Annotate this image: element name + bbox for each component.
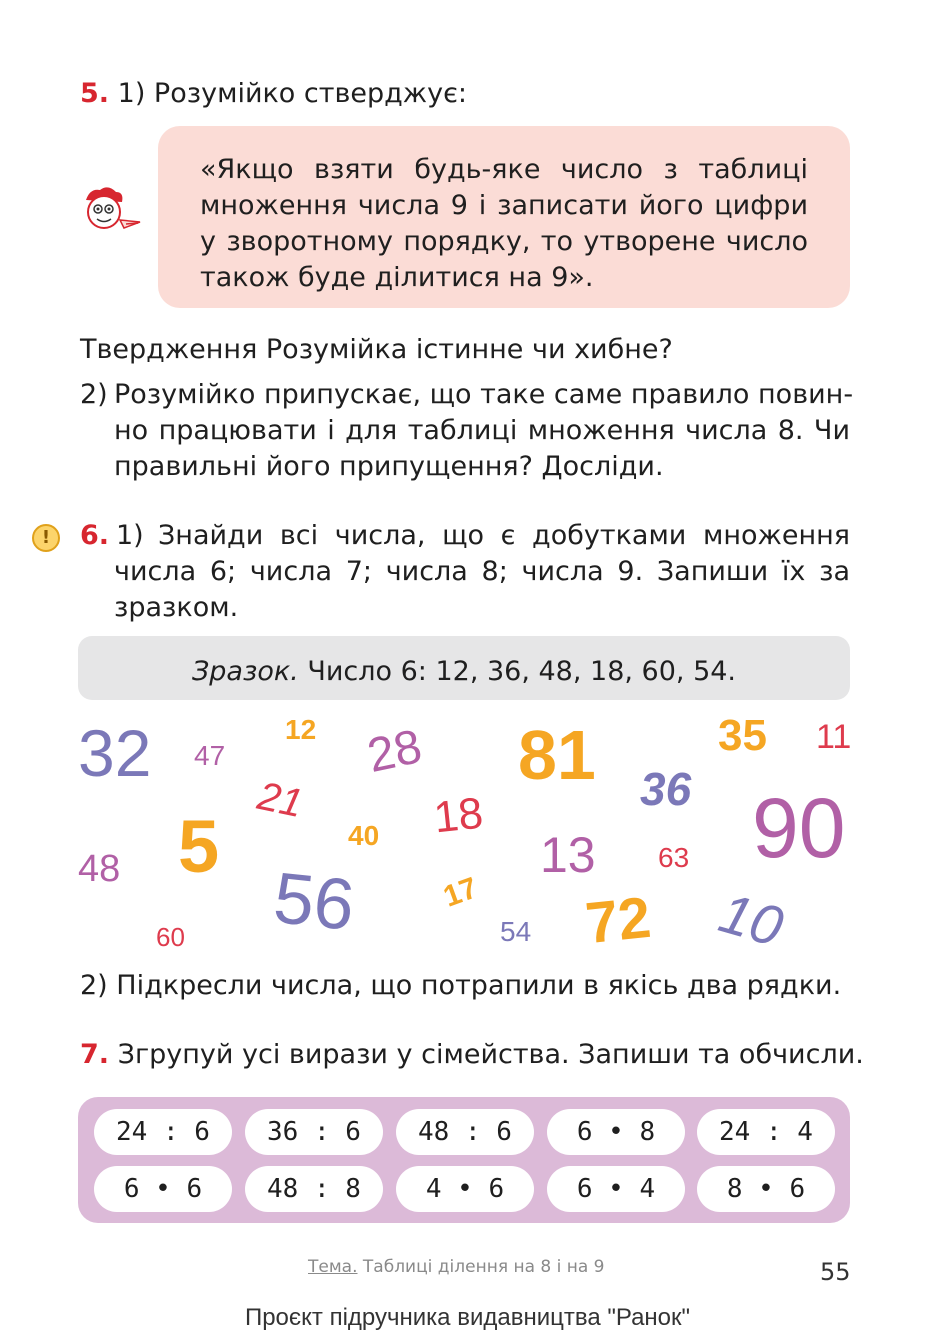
task7-text: Згрупуй усі вирази у сімейства. Запиши та обчисли. bbox=[117, 1039, 864, 1070]
page-number: 55 bbox=[820, 1258, 851, 1286]
scatter-number: 32 bbox=[78, 716, 152, 790]
scatter-number: 11 bbox=[816, 718, 852, 756]
quote-line: також буде ділитися на 9». bbox=[200, 262, 594, 293]
expression-pill: 24 : 6 bbox=[94, 1109, 232, 1155]
footer-topic-text: Таблиці ділення на 8 і на 9 bbox=[362, 1257, 605, 1277]
task6-part1-line: числа 6; числа 7; числа 8; числа 9. Запиши їх за bbox=[114, 556, 850, 587]
task6-number: 6. bbox=[80, 520, 110, 551]
alert-icon: ! bbox=[32, 524, 60, 552]
quote-line: множення числа 9 і записати його цифри bbox=[200, 190, 808, 221]
expression-pill: 4 • 6 bbox=[396, 1166, 534, 1212]
scatter-number: 36 bbox=[640, 763, 692, 815]
task6-number-wrap bbox=[80, 518, 109, 554]
scatter-number: 28 bbox=[362, 720, 427, 783]
task5-part2-line: Розумійко припускає, що таке саме правило повин- bbox=[114, 379, 854, 410]
scatter-number: 90 bbox=[752, 781, 846, 875]
scatter-number: 48 bbox=[78, 848, 121, 890]
scatter-number: 40 bbox=[348, 820, 380, 851]
scatter-number: 35 bbox=[718, 711, 767, 760]
task5-number: 5. bbox=[80, 78, 110, 109]
scatter-number: 63 bbox=[658, 842, 690, 873]
footer-topic bbox=[308, 1257, 605, 1277]
expression-pill: 36 : 6 bbox=[245, 1109, 383, 1155]
scatter-number: 17 bbox=[439, 871, 482, 914]
expression-pill: 8 • 6 bbox=[697, 1166, 835, 1212]
sample-label: Зразок. bbox=[191, 656, 299, 687]
expression-pill: 6 • 6 bbox=[94, 1166, 232, 1212]
task6-part1-marker: 1) bbox=[116, 520, 144, 551]
task5-part2-marker: 2) bbox=[80, 379, 108, 410]
footer-topic-label: Тема. bbox=[308, 1257, 358, 1277]
scatter-number: 47 bbox=[194, 740, 226, 771]
scatter-number: 72 bbox=[582, 884, 654, 957]
scatter-number: 54 bbox=[500, 916, 532, 947]
expression-pill: 6 • 4 bbox=[547, 1166, 685, 1212]
scatter-number: 10 bbox=[712, 880, 790, 959]
scatter-number: 60 bbox=[156, 922, 185, 952]
task7-header bbox=[80, 1037, 864, 1073]
scatter-number: 12 bbox=[285, 714, 317, 745]
scatter-number: 56 bbox=[270, 858, 359, 946]
sample-text bbox=[78, 654, 850, 690]
scatter-number: 21 bbox=[253, 773, 307, 827]
task5-part2-line: правильні його припущення? Досліди. bbox=[114, 451, 664, 482]
task5-header bbox=[80, 76, 467, 112]
task6-part2: 2) Підкресли числа, що потрапили в якісь два рядки. bbox=[80, 970, 842, 1001]
scatter-number: 81 bbox=[518, 716, 596, 794]
expression-pill: 48 : 8 bbox=[245, 1166, 383, 1212]
task5-part1: 1) Розумійко стверджує: bbox=[117, 78, 468, 109]
expression-pill: 48 : 6 bbox=[396, 1109, 534, 1155]
scatter-number: 5 bbox=[178, 805, 220, 888]
character-avatar-icon bbox=[80, 186, 146, 236]
sample-value: Число 6: 12, 36, 48, 18, 60, 54. bbox=[307, 656, 737, 687]
task6-part1-line: зразком. bbox=[114, 592, 239, 623]
task7-number: 7. bbox=[80, 1039, 110, 1070]
scatter-number: 18 bbox=[431, 788, 486, 843]
project-note: Проєкт підручника видавництва "Ранок" bbox=[244, 1304, 691, 1331]
task5-part2-line: но працювати і для таблиці множення числа 8. Чи bbox=[114, 415, 850, 446]
quote-line: «Якщо взяти будь-яке число з таблиці bbox=[200, 154, 808, 185]
task6-part1-line: Знайди всі числа, що є добутками множення bbox=[158, 520, 850, 551]
scatter-number: 13 bbox=[540, 827, 596, 883]
task5-question: Твердження Розумійка істинне чи хибне? bbox=[80, 334, 673, 365]
expression-pill: 24 : 4 bbox=[697, 1109, 835, 1155]
expression-pill: 6 • 8 bbox=[547, 1109, 685, 1155]
quote-line: у зворотному порядку, то утворене число bbox=[200, 226, 808, 257]
